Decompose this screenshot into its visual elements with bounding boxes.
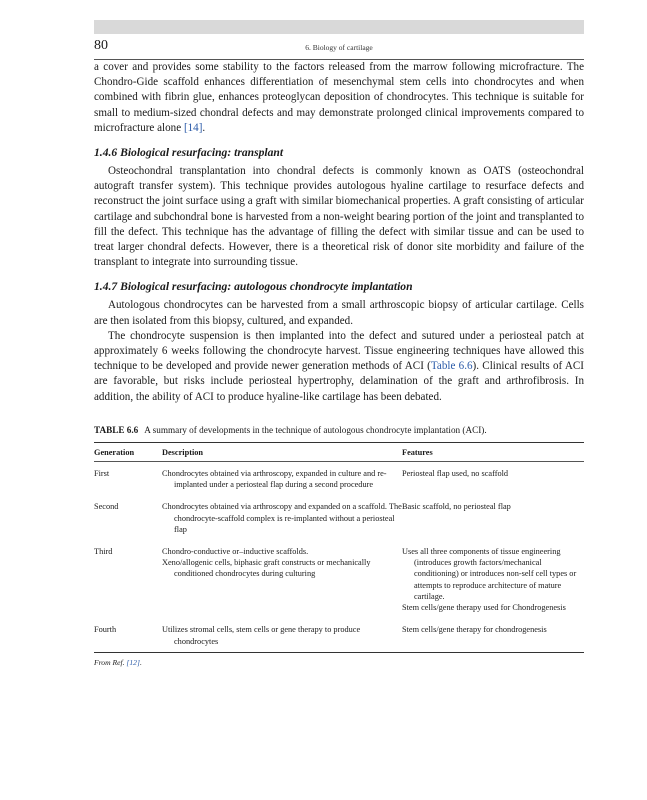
description-text: Chondrocytes obtained via arthroscopy, expanded in culture and re-implanted under a periosteal flap during a second procedure: [162, 469, 387, 490]
cell-generation: First: [94, 469, 110, 479]
section-heading-146: 1.4.6 Biological resurfacing: transplant: [94, 146, 284, 160]
cell-features: [402, 495, 584, 540]
cell-features: [402, 462, 584, 496]
aci-table: [94, 443, 584, 653]
intro-text-end: .: [202, 121, 206, 134]
section-147-paragraph-2: [94, 329, 584, 405]
page: [94, 20, 584, 667]
section-146-paragraph: Osteochondral transplantation into chondral defects is commonly known as OATS (osteochondral autograft transfer system). This technique provides autologous hyaline cartilage to resurface defects and reconstruct the joint surface using a graft with similar biomechanical properties. A graft consisting of articular cartilage and subchondral bone is harvested from a non-weight bearing portion of the joint and transplanted to fill the defect. This technique has the advantage of filling the defect with similar tissue and can be used to treat larger chondral defects. However, there is a theoretical risk of donor site morbidity and failure of the transplant to integrate into surrounding tissue.: [94, 165, 584, 269]
table-caption-text: A summary of developments in the technique of autologous chondrocyte implantation (ACI).: [144, 424, 487, 435]
table-row: [94, 495, 584, 540]
ref-link-14[interactable]: [14]: [183, 121, 203, 134]
cell-description: [162, 540, 402, 618]
header-generation: Generation: [94, 443, 162, 462]
table-source: [94, 658, 584, 667]
paragraph-2-text: The chondrocyte suspension is then implanted into the defect and sutured under a periosteal patch at approximately 6 weeks following the chondrocyte harvest. Tissue engineering techniques have allowed this technique to be developed and provide newer generation methods of ACI (: [94, 329, 584, 373]
top-bar: [94, 20, 584, 34]
cell-features: [402, 540, 584, 618]
cell-description: [162, 495, 402, 540]
ref-link-12[interactable]: [12]: [126, 657, 140, 667]
cell-generation: Fourth: [94, 618, 162, 652]
cell-description: [162, 618, 402, 652]
features-extra-text: Stem cells/gene therapy used for Chondrogenesis: [402, 603, 566, 613]
page-header: [94, 37, 584, 60]
source-prefix: From Ref.: [94, 657, 127, 667]
table-row: [94, 462, 584, 496]
table-row: [94, 618, 584, 652]
cell-generation: Second: [94, 502, 119, 512]
header-description: Description: [162, 443, 402, 462]
header-features: Features: [402, 443, 584, 462]
description-line-1: Chondro-conductive or–inductive scaffolds.: [162, 547, 309, 557]
features-text: Periosteal flap used, no scaffold: [402, 469, 509, 479]
features-text: Basic scaffold, no periosteal flap: [402, 502, 511, 512]
cell-description: [162, 462, 402, 496]
intro-text: a cover and provides some stability to the factors released from the marrow following microfracture. The Chondro-Gide scaffold enhances differentiation of mesenchymal stem cells into chondrocytes and when combined with fibrin glue, enhances proteoglycan deposition of chondrocytes. This technique is suitable for small to medium-sized chondral defects and may demonstrate prolonged clinical improvements compared to microfracture alone: [94, 61, 584, 134]
section-heading-147: 1.4.7 Biological resurfacing: autologous chondrocyte implantation: [94, 280, 413, 294]
description-text: Utilizes stromal cells, stem cells or gene therapy to produce chondrocytes: [162, 625, 361, 646]
features-text: Stem cells/gene therapy for chondrogenesis: [402, 625, 547, 635]
page-number: 80: [94, 38, 108, 53]
table-caption: [94, 424, 584, 443]
cell-generation: Third: [94, 547, 113, 557]
table-header-row: [94, 443, 584, 462]
table-label: TABLE 6.6: [94, 424, 139, 435]
description-text: Chondrocytes obtained via arthroscopy and expanded on a scaffold. The chondrocyte-scaffold complex is re-implanted without a periosteal flap: [162, 502, 402, 534]
section-147-paragraph-1: Autologous chondrocytes can be harvested from a small arthroscopic biopsy of articular cartilage. Cells are then isolated from this biopsy, cultured, and expanded.: [94, 299, 584, 327]
table-row: [94, 540, 584, 618]
features-text: Uses all three components of tissue engineering (introduces growth factors/mechanical conditioning) or introduces non-self cell types or attempts to reproduce architecture of mature cartilage.: [402, 547, 577, 601]
description-text: Xeno/allogenic cells, biphasic graft constructs or mechanically conditioned chondrocytes during culturing: [162, 558, 371, 579]
source-suffix: .: [139, 657, 142, 667]
paragraph-2-text-end: ). Clinical results of ACI are favorable, but risks include periosteal hypertrophy, delamination of the graft and arthrofibrosis. In addition, the ability of ACI to produce hyaline-like cartilage has been debated.: [94, 360, 584, 403]
cell-features: [402, 618, 584, 652]
running-title: 6. Biology of cartilage: [305, 43, 373, 52]
table-6-6-link[interactable]: Table 6.6: [430, 360, 473, 373]
intro-paragraph: [94, 60, 584, 136]
